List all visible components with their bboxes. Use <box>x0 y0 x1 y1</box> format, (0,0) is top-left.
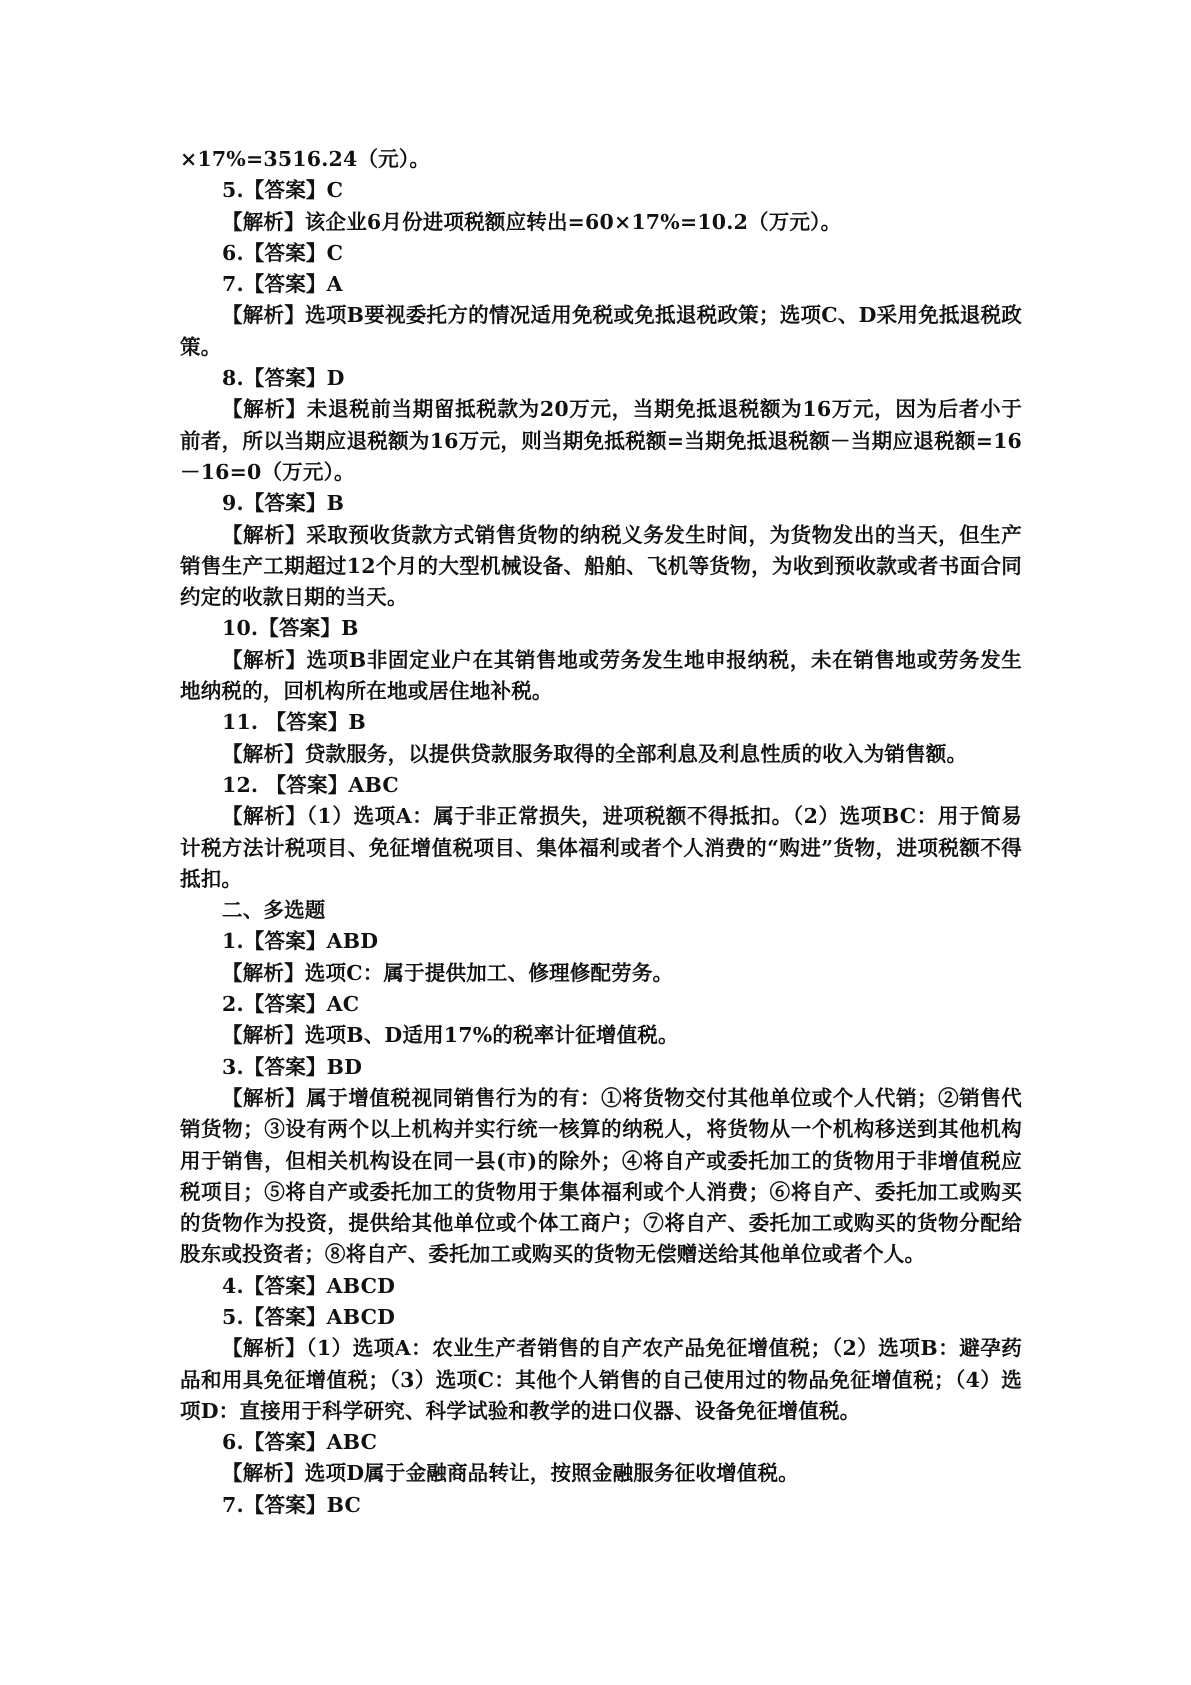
answer-line: 11. 【答案】B <box>222 710 366 735</box>
answer-line: 12. 【答案】ABC <box>222 772 399 797</box>
explanation-line: 【解析】选项D属于金融商品转让，按照金融服务征收增值税。 <box>222 1461 799 1486</box>
answer-line: 5.【答案】C <box>222 178 344 203</box>
answer-line: 4.【答案】ABCD <box>222 1273 396 1298</box>
answer-line: 9.【答案】B <box>222 491 345 516</box>
text-line: ×17%=3516.24（元）。 <box>180 147 431 171</box>
answer-line: 6.【答案】ABC <box>222 1430 378 1455</box>
answer-line: 6.【答案】C <box>222 240 344 265</box>
explanation-paragraph: 【解析】选项B非固定业户在其销售地或劳务发生地申报纳税，未在销售地或劳务发生地纳税的，回机构所在地或居住地补税。 <box>180 647 1022 704</box>
answer-line: 3.【答案】BD <box>222 1054 363 1079</box>
answer-line: 1.【答案】ABD <box>222 929 379 954</box>
answer-line: 7.【答案】BC <box>222 1492 362 1517</box>
answer-line: 7.【答案】A <box>222 272 343 297</box>
explanation-paragraph: 【解析】（1）选项A：农业生产者销售的自产农产品免征增值税；（2）选项B：避孕药品和用具免征增值税；（3）选项C：其他个人销售的自己使用过的物品免征增值税；（4）选项D：直接用于科学研究、科学试验和教学的进口仪器、设备免征增值税。 <box>180 1336 1022 1423</box>
explanation-paragraph: 【解析】（1）选项A：属于非正常损失，进项税额不得抵扣。（2）选项BC：用于简易计税方法计税项目、免征增值税项目、集体福利或者个人消费的“购进”货物，进项税额不得抵扣。 <box>180 804 1022 891</box>
explanation-paragraph: 【解析】未退税前当期留抵税款为20万元，当期免抵退税额为16万元，因为后者小于前者，所以当期应退税额为16万元，则当期免抵税额=当期免抵退税额－当期应退税额=16－16=0（万元）。 <box>180 397 1022 484</box>
answer-line: 8.【答案】D <box>222 366 345 391</box>
explanation-line: 【解析】该企业6月份进项税额应转出=60×17%=10.2（万元）。 <box>222 209 842 234</box>
answer-line: 2.【答案】AC <box>222 992 360 1017</box>
explanation-line: 【解析】选项C：属于提供加工、修理修配劳务。 <box>222 960 674 985</box>
explanation-line: 【解析】贷款服务，以提供贷款服务取得的全部利息及利息性质的收入为销售额。 <box>222 741 968 766</box>
answer-line: 10.【答案】B <box>222 616 359 641</box>
explanation-paragraph: 【解析】采取预收货款方式销售货物的纳税义务发生时间，为货物发出的当天，但生产销售生产工期超过12个月的大型机械设备、船舶、飞机等货物，为收到预收款或者书面合同约定的收款日期的当天。 <box>180 522 1022 610</box>
explanation-paragraph: 【解析】选项B要视委托方的情况适用免税或免抵退税政策；选项C、D采用免抵退税政策。 <box>180 303 1022 359</box>
answer-key-body <box>180 144 1022 1521</box>
section-heading: 二、多选题 <box>222 898 326 923</box>
explanation-line: 【解析】选项B、D适用17%的税率计征增值税。 <box>222 1023 679 1048</box>
answer-line: 5.【答案】ABCD <box>222 1304 396 1329</box>
explanation-paragraph: 【解析】属于增值税视同销售行为的有：①将货物交付其他单位或个人代销；②销售代销货物；③设有两个以上机构并实行统一核算的纳税人，将货物从一个机构移送到其他机构用于销售，但相关机构设在同一县(市)的除外；④将自产或委托加工的货物用于非增值税应税项目；⑤将自产或委托加工的货物用于集体福利或个人消费；⑥将自产、委托加工或购买的货物作为投资，提供给其他单位或个体工商户；⑦将自产、委托加工或购买的货物分配给股东或投资者；⑧将自产、委托加工或购买的货物无偿赠送给其他单位或者个人。 <box>180 1085 1022 1267</box>
